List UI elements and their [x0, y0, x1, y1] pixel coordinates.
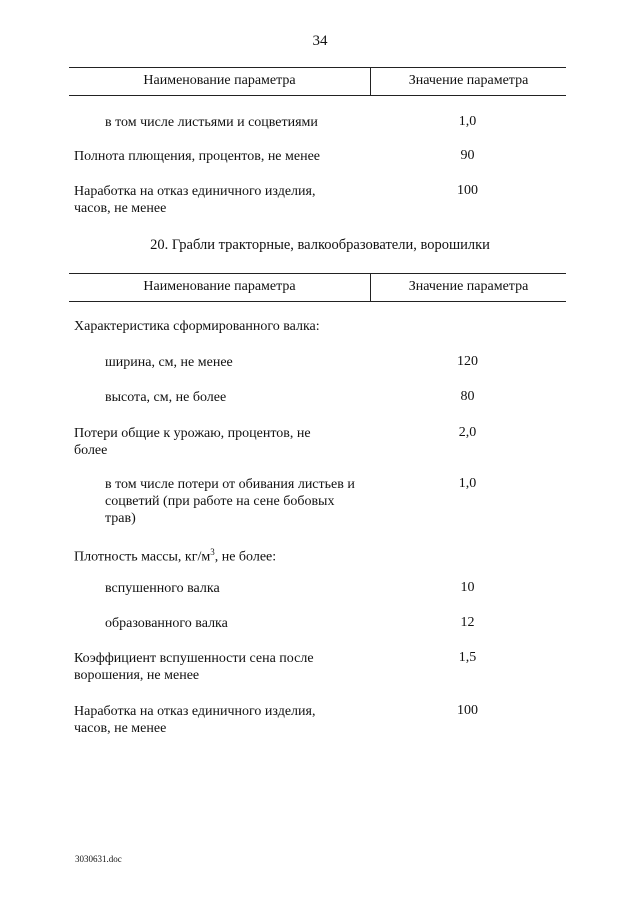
param-value: 90: [460, 148, 475, 163]
param-label: Коэффициент вспушенности сена после ворошения, не менее: [74, 651, 314, 683]
param-label: [74, 544, 374, 566]
footer-filename: 3030631.doc: [75, 854, 122, 864]
param-label: вспушенного валка: [105, 581, 220, 596]
header-name-column: Наименование параметра: [143, 279, 296, 294]
section-title: 20. Грабли тракторные, валкообразователи, ворошилки: [150, 237, 490, 253]
param-label: высота, см, не более: [105, 390, 227, 405]
header-name-column: Наименование параметра: [143, 73, 296, 88]
param-label: Наработка на отказ единичного изделия, часов, не менее: [74, 704, 316, 736]
param-label: Полнота плющения, процентов, не менее: [74, 149, 321, 164]
param-label: в том числе потери от обивания листьев и соцветий (при работе на сене бобовых трав): [105, 477, 355, 526]
header-value-column: Значение параметра: [408, 279, 529, 294]
param-label: Потери общие к урожаю, процентов, не более: [74, 426, 311, 458]
param-value: 120: [457, 354, 478, 369]
param-value: 1,0: [458, 114, 477, 129]
table-header: [69, 273, 566, 302]
param-label-text: Плотность массы, кг/м: [74, 549, 211, 565]
table-header: [69, 67, 566, 96]
param-value: 1,0: [458, 476, 477, 491]
param-label-text: , не более:: [214, 549, 277, 565]
page-number: 34: [312, 33, 328, 49]
param-label: в том числе листьями и соцветиями: [105, 115, 318, 130]
param-label: Наработка на отказ единичного изделия, часов, не менее: [74, 184, 316, 216]
param-value: 80: [460, 389, 475, 404]
param-label: Характеристика сформированного валка:: [74, 319, 320, 334]
param-value: 12: [460, 615, 475, 630]
param-value: 100: [457, 183, 478, 198]
param-label: образованного валка: [105, 616, 228, 631]
param-label: ширина, см, не менее: [105, 355, 233, 370]
param-value: 10: [460, 580, 475, 595]
param-value: 100: [457, 703, 478, 718]
param-value: 2,0: [458, 425, 477, 440]
header-value-column: Значение параметра: [408, 73, 529, 88]
param-value: 1,5: [458, 650, 477, 665]
superscript-exponent: 3: [210, 547, 215, 557]
